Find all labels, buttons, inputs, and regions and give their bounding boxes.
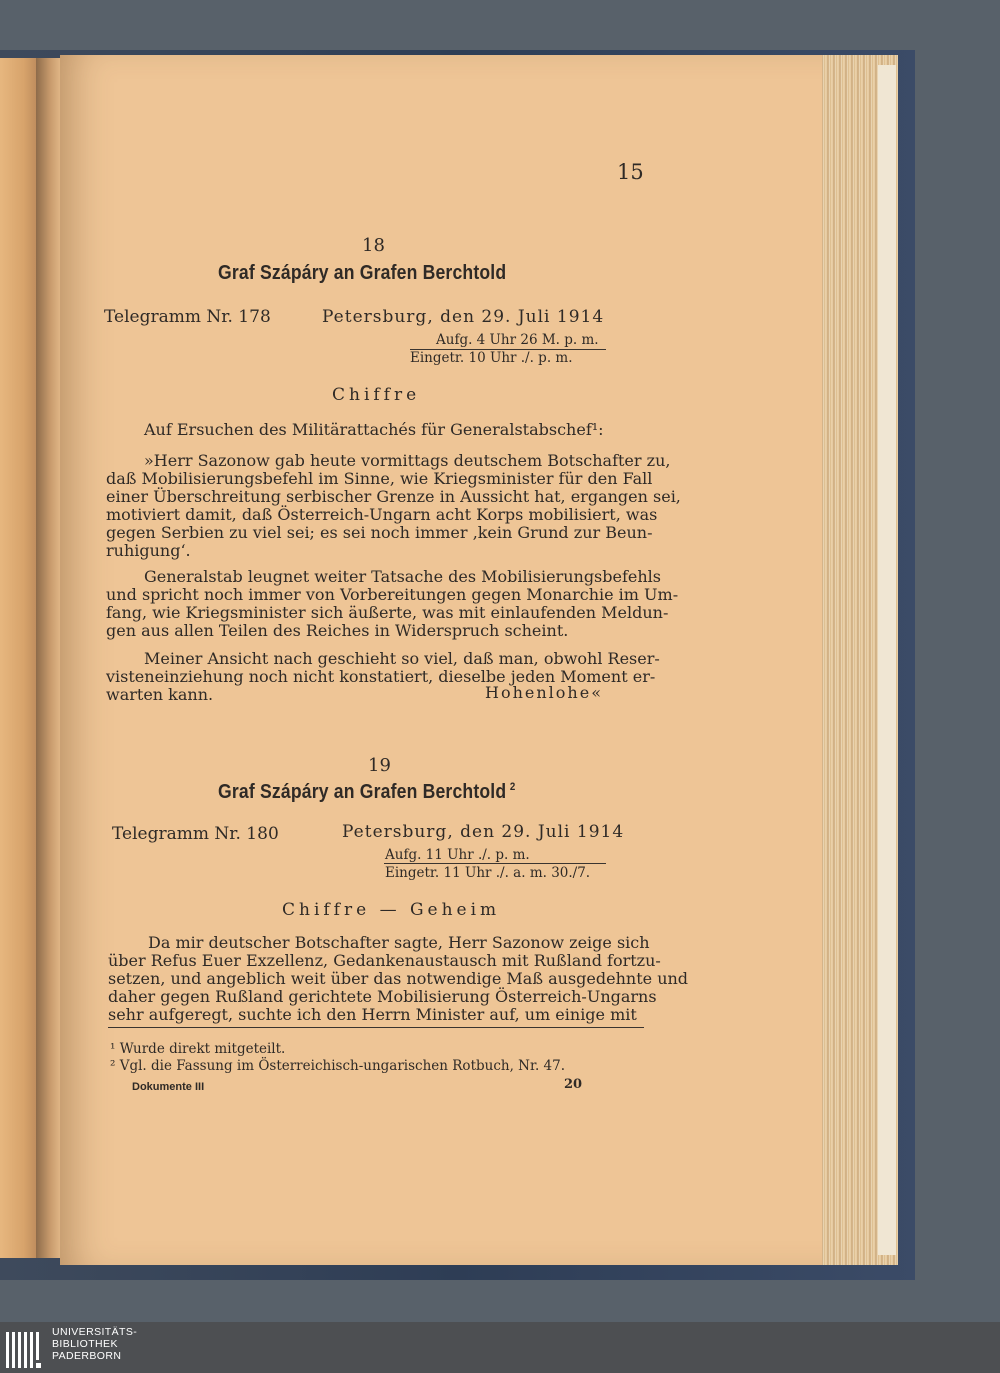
doc18-line: einer Überschreitung serbischer Grenze in Aussicht hat, ergangen sei, [106,487,681,506]
doc18-line: gegen Serbien zu viel sei; es sei noch immer ‚kein Grund zur Beun- [106,523,653,542]
doc19-line: Da mir deutscher Botschafter sagte, Herr Sazonow zeige sich [148,933,650,952]
doc19-place-date: Petersburg, den 29. Juli 1914 [342,822,625,842]
doc18-signature: Hohenlohe« [485,683,603,702]
doc18-line: Meiner Ansicht nach geschieht so viel, daß man, obwohl Reser- [144,649,660,668]
page-edges-inner [878,65,896,1255]
doc19-line: setzen, und angeblich weit über das notwendige Maß ausgedehnte und [108,969,689,988]
doc19-cipher: Chiffre — Geheim [282,900,501,920]
doc19-eingetr: Eingetr. 11 Uhr ./. a. m. 30./7. [385,865,591,881]
doc18-telegram: Telegramm Nr. 178 [104,307,271,327]
doc18-line: ruhigung‘. [106,541,191,560]
doc18-line: motiviert damit, daß Österreich-Ungarn acht Korps mobilisiert, was [106,505,658,524]
doc18-title: Graf Szápáry an Grafen Berchtold [218,262,507,284]
doc19-footnote-ref: 2 [509,781,516,794]
doc18-line: fang, wie Kriegsminister sich äußerte, was mit einlaufenden Meldun- [106,603,669,622]
footnote-rule [108,1027,644,1028]
doc18-place-date: Petersburg, den 29. Juli 1914 [322,307,605,327]
library-logo-icon [6,1332,42,1368]
doc19-title [218,781,515,804]
footnote-1: ¹ Wurde direkt mitgeteilt. [110,1041,286,1057]
page-number: 15 [617,160,644,184]
doc18-line: und spricht noch immer von Vorbereitungen gegen Monarchie im Um- [106,585,679,604]
doc19-line: daher gegen Rußland gerichtete Mobilisierung Österreich-Ungarns [108,987,657,1006]
doc19-aufg-rule [384,863,606,864]
doc18-line: gen aus allen Teilen des Reiches in Widerspruch scheint. [106,621,569,640]
doc19-aufg: Aufg. 11 Uhr ./. p. m. [385,847,530,863]
doc18-cipher: Chiffre [332,385,421,405]
library-name-line3: PADERBORN [52,1350,122,1362]
library-name-line2: BIBLIOTHEK [52,1338,118,1350]
doc18-line: warten kann. [106,685,214,704]
doc18-aufg: Aufg. 4 Uhr 26 M. p. m. [436,332,599,348]
footnote-2: ² Vgl. die Fassung im Österreichisch-ungarischen Rotbuch, Nr. 47. [110,1058,565,1074]
doc19-line: über Refus Euer Exzellenz, Gedankenaustausch mit Rußland fortzu- [108,951,661,970]
left-page-edge [0,58,40,1258]
doc19-line: sehr aufgeregt, suchte ich den Herrn Minister auf, um einige mit [108,1005,637,1024]
doc19-number: 19 [368,755,391,776]
doc18-intro: Auf Ersuchen des Militärattachés für Generalstabschef¹: [144,420,604,439]
library-name-line1: UNIVERSITÄTS- [52,1326,138,1338]
library-footer [0,1322,1000,1373]
doc18-line: visteneinziehung noch nicht konstatiert, dieselbe jeden Moment er- [106,667,656,686]
sheet-number: 20 [564,1077,583,1092]
doc18-eingetr: Eingetr. 10 Uhr ./. p. m. [410,350,573,366]
doc19-telegram: Telegramm Nr. 180 [112,824,279,844]
doc18-line: daß Mobilisierungsbefehl im Sinne, wie Kriegsminister für den Fall [106,469,653,488]
doc19-title-text: Graf Szápáry an Grafen Berchtold [218,781,507,803]
doc18-line: »Herr Sazonow gab heute vormittags deutschem Botschafter zu, [144,451,671,470]
doc18-line: Generalstab leugnet weiter Tatsache des Mobilisierungsbefehls [144,567,661,586]
doc18-number: 18 [362,235,385,256]
book-page [60,55,822,1265]
signature-mark: Dokumente III [132,1081,205,1093]
